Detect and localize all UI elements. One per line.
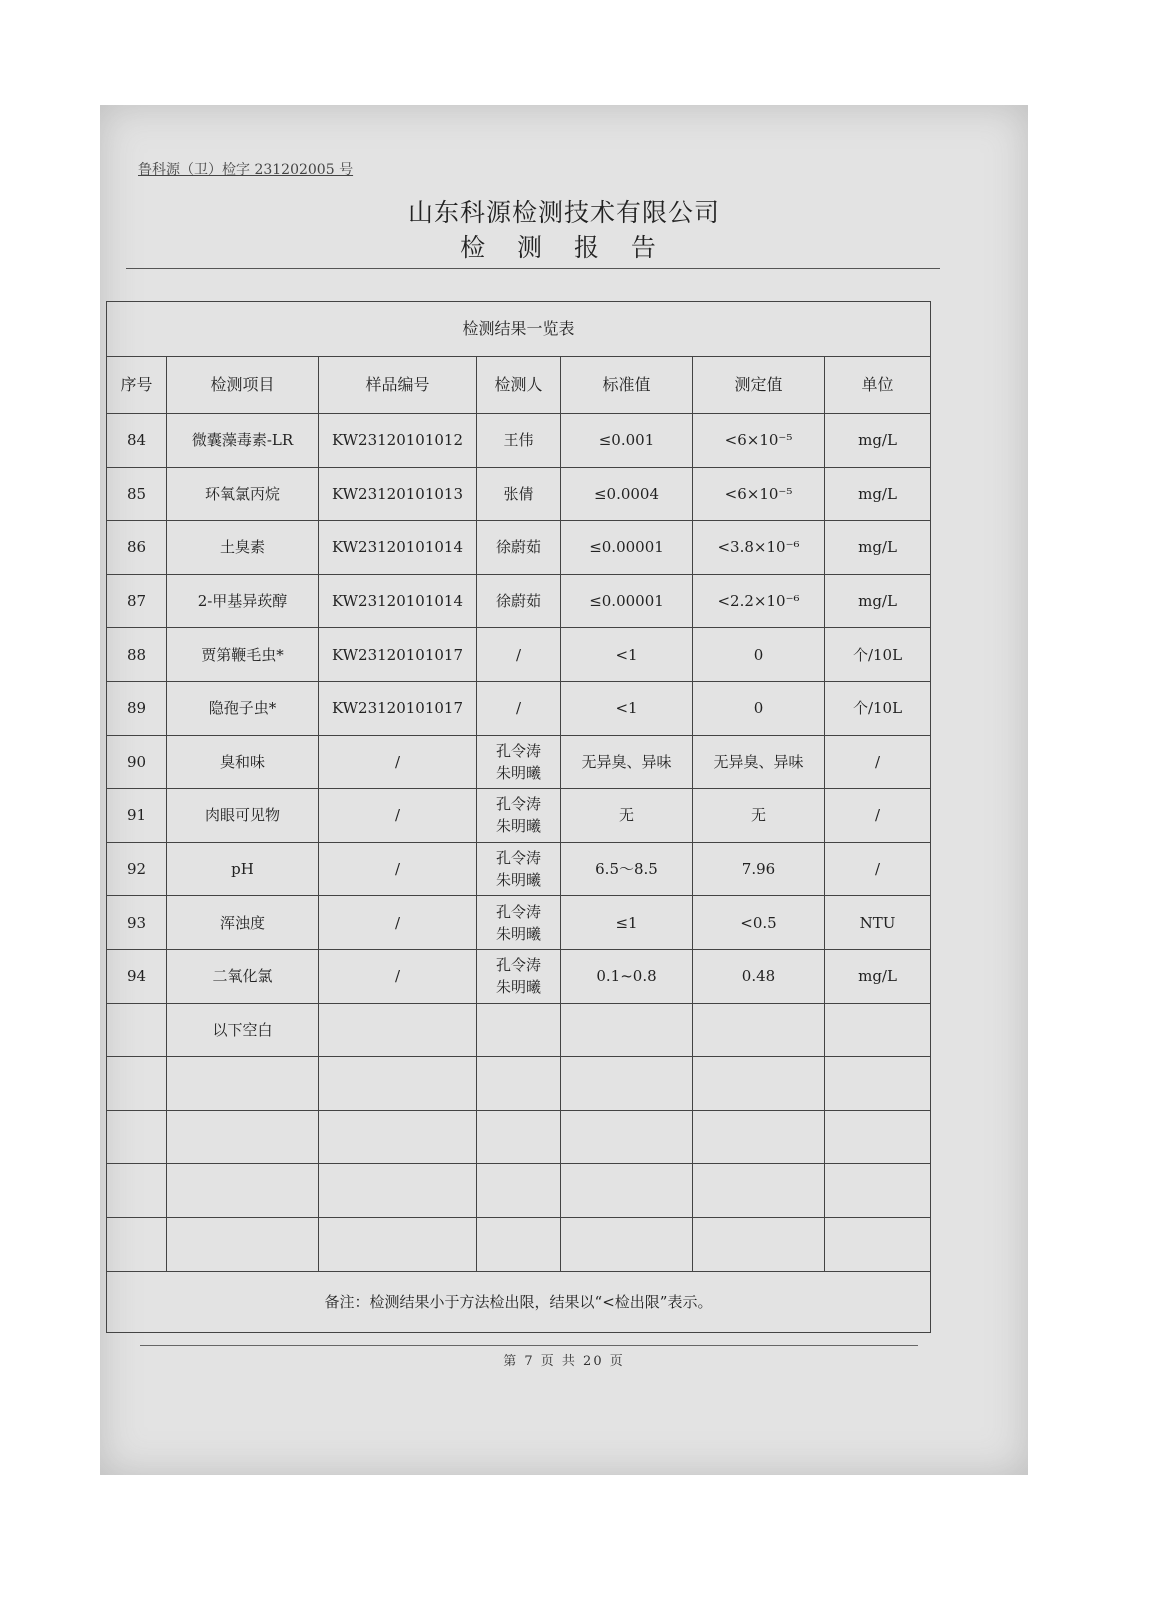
blank-marker-row — [107, 1003, 931, 1057]
cell-measured: 7.96 — [693, 842, 825, 896]
cell-standard: ≤1 — [561, 896, 693, 950]
cell-item: 贾第鞭毛虫* — [167, 628, 319, 682]
empty-row — [107, 1110, 931, 1164]
cell-unit: mg/L — [825, 467, 931, 521]
table-row — [107, 681, 931, 735]
cell-no: 86 — [107, 521, 167, 575]
table-caption: 检测结果一览表 — [107, 302, 931, 357]
col-header-tester: 检测人 — [477, 357, 561, 414]
cell-item: 隐孢子虫* — [167, 681, 319, 735]
cell-no: 87 — [107, 574, 167, 628]
cell-standard: 无异臭、异味 — [561, 735, 693, 789]
col-header-sample: 样品编号 — [319, 357, 477, 414]
results-table — [106, 301, 931, 1333]
cell-standard: ≤0.001 — [561, 414, 693, 468]
cell-unit: NTU — [825, 896, 931, 950]
cell-no: 91 — [107, 789, 167, 843]
cell-no: 94 — [107, 949, 167, 1003]
cell-measured: <6×10⁻⁵ — [693, 414, 825, 468]
table-row — [107, 628, 931, 682]
cell-standard: ≤0.0004 — [561, 467, 693, 521]
cell-standard: 6.5～8.5 — [561, 842, 693, 896]
cell-item: 肉眼可见物 — [167, 789, 319, 843]
cell-item: 土臭素 — [167, 521, 319, 575]
header-rule — [126, 268, 940, 269]
cell-measured: <0.5 — [693, 896, 825, 950]
cell-unit: / — [825, 842, 931, 896]
cell-sample: KW23120101017 — [319, 681, 477, 735]
document-title: 检 测 报 告 — [460, 233, 668, 262]
col-header-standard: 标准值 — [561, 357, 693, 414]
cell-unit: 个/10L — [825, 628, 931, 682]
col-header-unit: 单位 — [825, 357, 931, 414]
page-number: 第 7 页 共 20 页 — [503, 1354, 625, 1369]
table-note: 备注：检测结果小于方法检出限，结果以“<检出限”表示。 — [107, 1271, 931, 1332]
cell-sample: KW23120101012 — [319, 414, 477, 468]
tester-name: 孔令涛 — [495, 902, 541, 921]
table-row — [107, 735, 931, 789]
table-row — [107, 896, 931, 950]
cell-measured: <2.2×10⁻⁶ — [693, 574, 825, 628]
table-row — [107, 414, 931, 468]
col-header-measured: 测定值 — [693, 357, 825, 414]
empty-row — [107, 1057, 931, 1111]
cell-item: pH — [167, 842, 319, 896]
cell-measured: 无异臭、异味 — [693, 735, 825, 789]
cell-no: 90 — [107, 735, 167, 789]
cell-unit: 个/10L — [825, 681, 931, 735]
cell-unit: mg/L — [825, 414, 931, 468]
tester-name: 孔令涛 — [495, 956, 541, 975]
cell-item: 环氧氯丙烷 — [167, 467, 319, 521]
cell-standard: 0.1~0.8 — [561, 949, 693, 1003]
cell-standard: <1 — [561, 628, 693, 682]
cell-measured: 0 — [693, 681, 825, 735]
cell-item: 微囊藻毒素-LR — [167, 414, 319, 468]
table-row — [107, 842, 931, 896]
cell-measured: 0 — [693, 628, 825, 682]
cell-measured: <6×10⁻⁵ — [693, 467, 825, 521]
table-row — [107, 467, 931, 521]
cell-measured: 0.48 — [693, 949, 825, 1003]
cell-tester — [477, 789, 561, 843]
cell-unit: mg/L — [825, 574, 931, 628]
cell-sample: KW23120101013 — [319, 467, 477, 521]
cell-tester: 王伟 — [477, 414, 561, 468]
cell-sample: / — [319, 949, 477, 1003]
cell-tester — [477, 896, 561, 950]
cell-tester: 张倩 — [477, 467, 561, 521]
cell-sample: / — [319, 735, 477, 789]
col-header-no: 序号 — [107, 357, 167, 414]
cell-tester: 徐蔚茹 — [477, 521, 561, 575]
cell-no: 89 — [107, 681, 167, 735]
cell-no: 85 — [107, 467, 167, 521]
cell-measured: 无 — [693, 789, 825, 843]
cell-no: 93 — [107, 896, 167, 950]
cell-sample: KW23120101017 — [319, 628, 477, 682]
cell-sample: / — [319, 896, 477, 950]
empty-row — [107, 1164, 931, 1218]
cell-item: 2-甲基异莰醇 — [167, 574, 319, 628]
report-page — [100, 105, 1028, 1475]
tester-name: 朱明曦 — [495, 924, 541, 943]
cell-tester — [477, 949, 561, 1003]
cell-item: 浑浊度 — [167, 896, 319, 950]
company-name: 山东科源检测技术有限公司 — [407, 198, 720, 227]
cell-sample: / — [319, 789, 477, 843]
cell-item: 二氧化氯 — [167, 949, 319, 1003]
tester-name: 朱明曦 — [495, 978, 541, 997]
cell-item: 臭和味 — [167, 735, 319, 789]
col-header-item: 检测项目 — [167, 357, 319, 414]
cell-standard: ≤0.00001 — [561, 521, 693, 575]
cell-tester: / — [477, 681, 561, 735]
cell-tester — [477, 735, 561, 789]
tester-name: 孔令涛 — [495, 849, 541, 868]
footer-rule — [140, 1345, 918, 1346]
cell-sample: KW23120101014 — [319, 521, 477, 575]
cell-unit: / — [825, 735, 931, 789]
table-row — [107, 949, 931, 1003]
cell-tester: / — [477, 628, 561, 682]
blank-marker: 以下空白 — [167, 1003, 319, 1057]
tester-name: 孔令涛 — [495, 741, 541, 760]
cell-sample: / — [319, 842, 477, 896]
cell-no: 92 — [107, 842, 167, 896]
cell-unit: mg/L — [825, 949, 931, 1003]
cell-measured: <3.8×10⁻⁶ — [693, 521, 825, 575]
tester-name: 朱明曦 — [495, 763, 541, 782]
tester-name: 朱明曦 — [495, 817, 541, 836]
cell-unit: mg/L — [825, 521, 931, 575]
tester-name: 孔令涛 — [495, 795, 541, 814]
cell-standard: ≤0.00001 — [561, 574, 693, 628]
cell-tester — [477, 842, 561, 896]
table-row — [107, 521, 931, 575]
cell-tester: 徐蔚茹 — [477, 574, 561, 628]
tester-name: 朱明曦 — [495, 871, 541, 890]
cell-unit: / — [825, 789, 931, 843]
report-number: 鲁科源（卫）检字 231202005 号 — [138, 162, 354, 178]
cell-standard: <1 — [561, 681, 693, 735]
table-row — [107, 789, 931, 843]
cell-sample: KW23120101014 — [319, 574, 477, 628]
empty-row — [107, 1217, 931, 1271]
cell-no: 88 — [107, 628, 167, 682]
cell-no: 84 — [107, 414, 167, 468]
cell-standard: 无 — [561, 789, 693, 843]
table-row — [107, 574, 931, 628]
